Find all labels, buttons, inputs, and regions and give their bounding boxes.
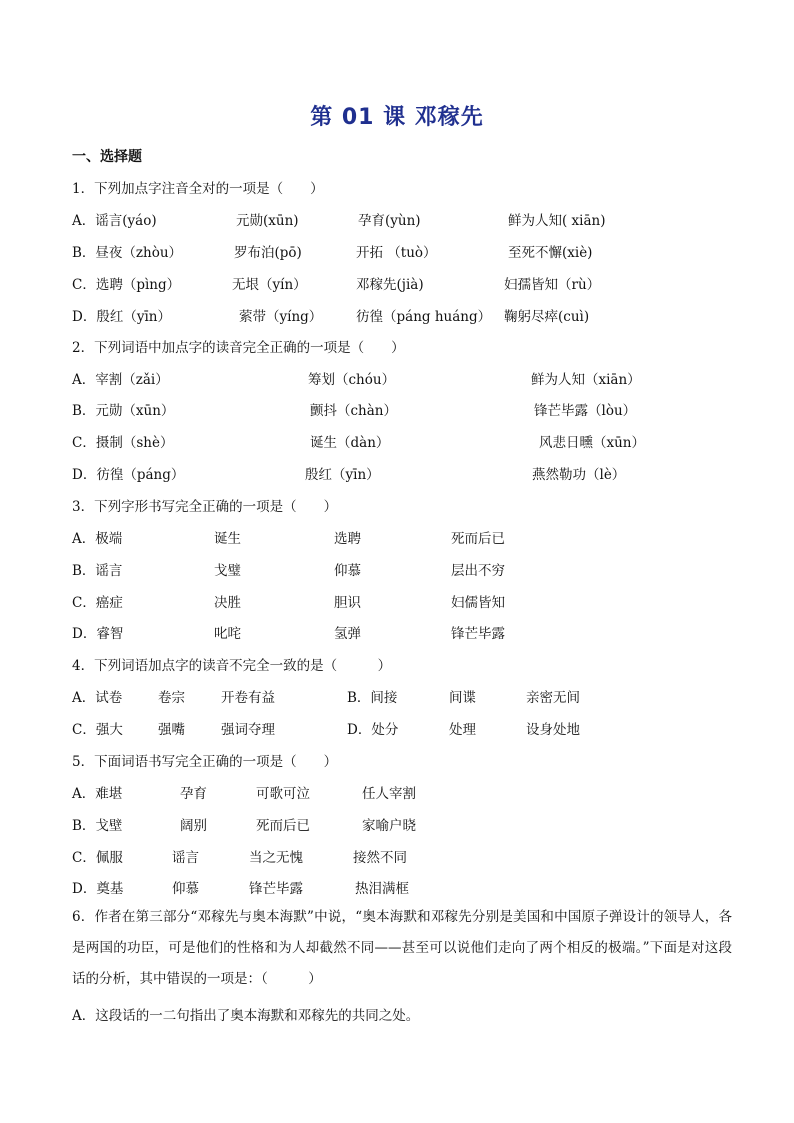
q5-option-d: D．奠基: [72, 881, 124, 897]
q3-option-c-word-4: 妇儒皆知: [451, 595, 505, 611]
question-2-stem: 2．下列词语中加点字的读音完全正确的一项是（ ）: [72, 340, 405, 356]
q3-option-a-word-4: 死而后已: [451, 531, 505, 547]
q1-option-c-word-4: 妇孺皆知（rù）: [504, 277, 601, 293]
q2-option-c: C．摄制（shè）: [72, 435, 174, 451]
question-5-stem: 5．下面词语书写完全正确的一项是（ ）: [72, 754, 338, 770]
q4-option-c-word-3: 强词夺理: [221, 722, 275, 738]
q3-option-b-word-4: 层出不穷: [451, 563, 505, 579]
q5-option-b-word-3: 死而后已: [256, 818, 310, 834]
q3-option-d-word-4: 锋芒毕露: [451, 626, 505, 642]
q1-option-a-word-3: 孕育(yùn): [358, 213, 421, 229]
section-heading: 一、选择题: [72, 149, 142, 165]
q3-option-d-word-3: 氢弹: [334, 626, 361, 642]
q4-option-a-word-2: 卷宗: [158, 690, 185, 706]
question-4-stem: 4．下列词语加点字的读音不完全一致的是（ ）: [72, 658, 392, 674]
q5-option-d-word-4: 热泪满框: [355, 881, 409, 897]
q1-option-b-word-2: 罗布泊(pō): [234, 245, 302, 261]
q4-option-d-word-3: 设身处地: [526, 722, 580, 738]
q5-option-b: B．戈壁: [72, 818, 123, 834]
q2-option-a-word-2: 筹划（chóu）: [308, 372, 396, 388]
q3-option-a-word-3: 选聘: [334, 531, 361, 547]
q4-option-d: D．处分: [347, 722, 399, 738]
q3-option-d: D．睿智: [72, 626, 124, 642]
q2-option-a-word-3: 鲜为人知（xiān）: [531, 372, 641, 388]
q4-option-a-word-3: 开卷有益: [221, 690, 275, 706]
q3-option-c: C．癌症: [72, 595, 123, 611]
q4-option-c: C．强大: [72, 722, 123, 738]
q3-option-a: A．极端: [72, 531, 123, 547]
q1-option-d: D．殷红（yīn）: [72, 309, 171, 325]
question-6-stem: 6．作者在第三部分“邓稼先与奥本海默”中说，“奥本海默和邓稼先分别是美国和中国原子弹设计的领导人，各是两国的功臣，可是他们的性格和为人却截然不同——甚至可以说他们走向了两个相反的极端。”下面是对这段话的分析，其中错误的一项是：（ ）: [72, 909, 732, 987]
q3-option-c-word-3: 胆识: [334, 595, 361, 611]
q5-option-c-word-3: 当之无愧: [249, 850, 303, 866]
q2-option-c-word-3: 风悲日曛（xūn）: [539, 435, 646, 451]
q2-option-a: A．宰割（zǎi）: [72, 372, 169, 388]
q1-option-c-word-3: 邓稼先(jià): [356, 277, 424, 293]
q1-option-c-word-2: 无垠（yín）: [232, 277, 307, 293]
question-1-stem: 1．下列加点字注音全对的一项是（ ）: [72, 181, 324, 197]
q2-option-c-word-2: 诞生（dàn）: [310, 435, 390, 451]
q4-option-b: B．间接: [347, 690, 398, 706]
q4-option-c-word-2: 强嘴: [158, 722, 185, 738]
q1-option-d-word-4: 鞠躬尽瘁(cuì): [504, 309, 590, 325]
q2-option-d-word-2: 殷红（yīn）: [305, 467, 380, 483]
q5-option-c: C．佩服: [72, 850, 123, 866]
q3-option-a-word-2: 诞生: [214, 531, 241, 547]
q4-option-b-word-2: 间谍: [449, 690, 476, 706]
q5-option-d-word-3: 锋芒毕露: [249, 881, 303, 897]
q5-option-c-word-4: 接然不同: [353, 850, 407, 866]
q5-option-b-word-4: 家喻户晓: [362, 818, 416, 834]
q5-option-a: A．难堪: [72, 786, 123, 802]
q3-option-b: B．谣言: [72, 563, 123, 579]
q5-option-a-word-4: 任人宰割: [362, 786, 416, 802]
q2-option-d: D．彷徨（páng）: [72, 467, 185, 483]
q3-option-c-word-2: 决胜: [214, 595, 241, 611]
q5-option-c-word-2: 谣言: [172, 850, 199, 866]
q1-option-b: B．昼夜（zhòu）: [72, 245, 183, 261]
q1-option-a: A．谣言(yáo): [72, 213, 157, 229]
q4-option-d-word-2: 处理: [449, 722, 476, 738]
q2-option-b-word-3: 锋芒毕露（lòu）: [534, 403, 637, 419]
q1-option-c: C．选聘（pìng）: [72, 277, 181, 293]
q1-option-b-word-3: 开拓 （tuò）: [356, 245, 437, 261]
q1-option-a-word-2: 元勋(xūn): [236, 213, 299, 229]
q5-option-d-word-2: 仰慕: [172, 881, 199, 897]
q2-option-b-word-2: 颤抖（chàn）: [310, 403, 397, 419]
question-3-stem: 3．下列字形书写完全正确的一项是（ ）: [72, 499, 338, 515]
q1-option-d-word-2: 萦带（yíng）: [239, 309, 323, 325]
q3-option-b-word-2: 戈璧: [214, 563, 241, 579]
q1-option-d-word-3: 彷徨（páng huáng）: [356, 309, 492, 325]
q2-option-b: B．元勋（xūn）: [72, 403, 175, 419]
page-title: 第 01 课 邓稼先: [310, 105, 484, 130]
q2-option-d-word-3: 燕然勒功（lè）: [532, 467, 626, 483]
q4-option-a: A．试卷: [72, 690, 123, 706]
q5-option-b-word-2: 阔别: [180, 818, 207, 834]
q5-option-a-word-2: 孕育: [180, 786, 207, 802]
q3-option-d-word-2: 叱咤: [214, 626, 241, 642]
q1-option-b-word-4: 至死不懈(xiè): [508, 245, 593, 261]
q5-option-a-word-3: 可歌可泣: [256, 786, 310, 802]
q3-option-b-word-3: 仰慕: [334, 563, 361, 579]
q1-option-a-word-4: 鲜为人知( xiān): [508, 213, 606, 229]
q6-option-a: A．这段话的一二句指出了奥本海默和邓稼先的共同之处。: [72, 1008, 420, 1024]
q4-option-b-word-3: 亲密无间: [526, 690, 580, 706]
